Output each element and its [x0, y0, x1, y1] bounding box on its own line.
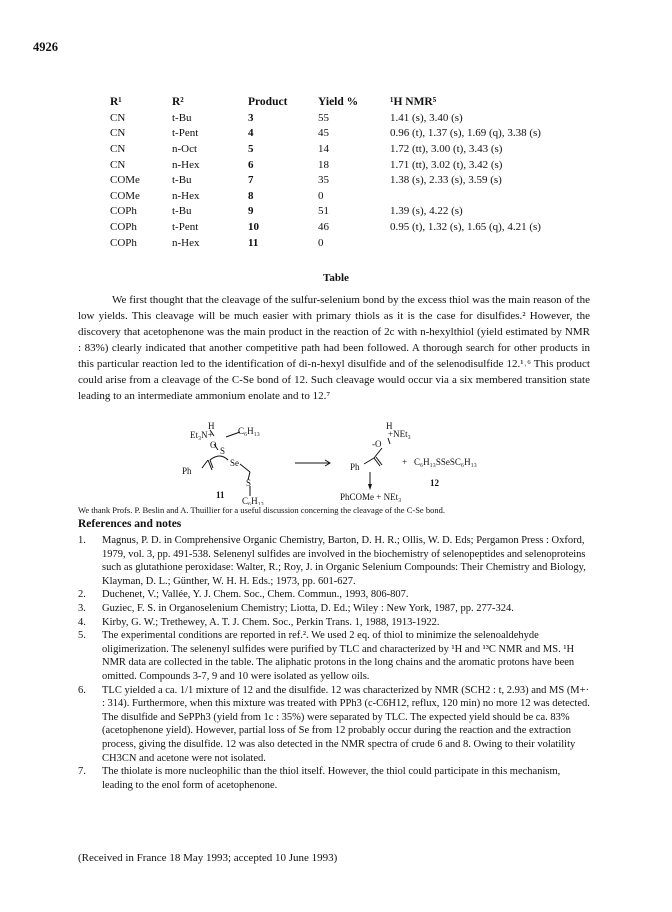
- table-header-row: [110, 93, 590, 110]
- received-date: (Received in France 18 May 1993; accepted 10 June 1993): [78, 852, 338, 864]
- scheme-plus: +: [402, 457, 408, 467]
- cell-nmr: 1.71 (tt), 3.02 (t), 3.42 (s): [390, 158, 503, 171]
- acknowledgement: We thank Profs. P. Beslin and A. Thuillier for a useful discussion concerning the cleavage of the C-Se bond.: [78, 505, 445, 515]
- scheme-phcome: PhCOMe + NEt₃: [340, 492, 402, 502]
- col-header-r2: R²: [172, 95, 184, 108]
- col-header-yield: Yield %: [318, 95, 359, 108]
- cell-product: 3: [248, 111, 254, 124]
- cell-r2: t-Bu: [172, 111, 192, 124]
- cell-nmr: 1.72 (tt), 3.00 (t), 3.43 (s): [390, 142, 503, 155]
- reference-number: 6.: [78, 684, 86, 696]
- reference-number: 7.: [78, 766, 86, 778]
- col-header-r1: R¹: [110, 95, 122, 108]
- scheme-h-right: H: [386, 421, 393, 431]
- reference-number: 5.: [78, 630, 86, 642]
- cell-r1: COPh: [110, 205, 137, 218]
- arrow-head: [368, 484, 372, 490]
- scheme-et3n: Et₃N+: [190, 430, 213, 440]
- reaction-scheme: [150, 420, 510, 505]
- cell-nmr: 0.95 (t), 1.32 (s), 1.65 (q), 4.21 (s): [390, 220, 541, 233]
- cell-r1: CN: [110, 127, 126, 140]
- cell-r1: CN: [110, 142, 126, 155]
- scheme-se: Se: [230, 458, 239, 468]
- reference-text: Kirby, G. W.; Trethewey, A. T. J. Chem. Soc., Perkin Trans. 1, 1988, 1913-1922.: [102, 616, 440, 628]
- cell-yield: 51: [318, 205, 329, 218]
- cell-r2: t-Bu: [172, 174, 192, 187]
- cell-nmr: 0.96 (t), 1.37 (s), 1.69 (q), 3.38 (s): [390, 127, 541, 140]
- cell-product: 6: [248, 158, 254, 171]
- cell-product: 5: [248, 142, 254, 155]
- table-row: [110, 172, 590, 188]
- reference-text: The thiolate is more nucleophilic than the thiol itself. However, the thiol could participate in this mechanism, leading to the enol form of acetophenone.: [102, 766, 561, 791]
- references-heading: References and notes: [78, 518, 182, 530]
- table-row: [110, 110, 590, 126]
- scheme-product: C₆H₁₃SSeSC₆H₁₃: [414, 457, 477, 467]
- scheme-c6h13-bottom: C₆H₁₃: [242, 496, 264, 505]
- cell-yield: 0: [318, 236, 324, 249]
- reference-number: 2.: [78, 589, 86, 601]
- reference-text: Guziec, F. S. in Organoselenium Chemistry; Liotta, D. Ed.; Wiley : New York, 1987, pp. 277-324.: [102, 602, 514, 614]
- table-caption: Table: [323, 272, 349, 284]
- cell-r2: n-Hex: [172, 189, 200, 202]
- cell-nmr: [390, 235, 590, 251]
- table-row: [110, 141, 590, 157]
- cell-product: 10: [248, 220, 259, 233]
- cell-yield: 46: [318, 220, 329, 233]
- cell-product: 8: [248, 189, 254, 202]
- cell-nmr: 1.38 (s), 2.33 (s), 3.59 (s): [390, 174, 502, 187]
- reference-number: 1.: [78, 535, 86, 546]
- cell-r1: CN: [110, 111, 126, 124]
- reference-text: Magnus, P. D. in Comprehensive Organic Chemistry, Barton, D. H. R.; Ollis, W. D. Eds; Pergamon Press : Oxford, 1979, vol. 3, pp. 491-538. Selenenyl sulfides are involved in the biochemistry of selenopeptides and selenoproteins such as glutathione peroxidase: Walter, R.; Roy, J. in Organic Selenium Compounds: Their Chemistry and Biology, Klayman, D. L.; Günther, W. H. H. Eds.; 1973, pp. 601-627.: [102, 535, 586, 587]
- cell-nmr: [390, 188, 590, 204]
- reference-item: [78, 588, 592, 602]
- cell-product: 9: [248, 205, 254, 218]
- page-number: 4926: [33, 40, 58, 54]
- scheme-o-minus: -O: [372, 439, 382, 449]
- col-header-nmr: ¹H NMR⁵: [390, 95, 437, 108]
- cell-r1: CN: [110, 158, 126, 171]
- cell-yield: 55: [318, 111, 329, 124]
- cell-nmr: 1.39 (s), 4.22 (s): [390, 205, 463, 218]
- scheme-o: O: [210, 440, 217, 450]
- cell-yield: 0: [318, 189, 324, 202]
- scheme-s-bottom: S: [246, 478, 252, 488]
- scheme-ph-right: Ph: [350, 462, 360, 472]
- cell-r2: n-Oct: [172, 142, 198, 155]
- reference-item: [78, 629, 592, 683]
- scheme-ph-left: Ph: [182, 466, 192, 476]
- scheme-h-left: H: [208, 421, 215, 431]
- scheme-num-12: 12: [430, 478, 439, 488]
- cell-r2: n-Hex: [172, 236, 200, 249]
- cell-r1: COMe: [110, 189, 140, 202]
- reference-item: [78, 534, 592, 588]
- reference-text: TLC yielded a ca. 1/1 mixture of 12 and the disulfide. 12 was characterized by NMR (SCH2 : t, 2.93) and MS (M+· : 314). Furthermore, when this mixture was treated with PPh3 (c-C6H12, reflux, 120 min) no more 12 was detected. The disulfide and SePPh3 (yield from 1c : 35%) were separated by TLC. The expected yield should be ca. 83% (acetophenone yield). However, partial loss of Se from 12 probably occur during the reaction and the extraction process, giving the disulfide. 12 was also detected in the NMR spectra of crude 6 and 8. Owing to their volatility CH3CN and acetone were not isolated.: [102, 684, 590, 764]
- table-row: [110, 126, 590, 142]
- cell-yield: 35: [318, 174, 329, 187]
- cell-r1: COPh: [110, 220, 137, 233]
- cell-product: 4: [248, 127, 254, 140]
- cell-product: 7: [248, 174, 254, 187]
- cell-yield: 18: [318, 158, 329, 171]
- scheme-num-11: 11: [216, 490, 225, 500]
- scheme-c6h13-top: C₆H₁₃: [238, 426, 260, 436]
- reference-number: 4.: [78, 616, 86, 628]
- table-row: [110, 219, 590, 235]
- reference-text: Duchenet, V.; Vallée, Y. J. Chem. Soc., Chem. Commun., 1993, 806-807.: [102, 589, 409, 601]
- cell-r1: COPh: [110, 236, 137, 249]
- reference-item: [78, 684, 592, 766]
- scheme-s-top: S: [220, 446, 226, 456]
- reference-item: [78, 616, 592, 630]
- body-text: [78, 292, 590, 404]
- reference-item: [78, 765, 592, 792]
- table-row: [110, 235, 590, 251]
- reference-number: 3.: [78, 602, 86, 614]
- cell-r1: COMe: [110, 174, 140, 187]
- cell-r2: n-Hex: [172, 158, 200, 171]
- cell-yield: 45: [318, 127, 329, 140]
- cell-r2: t-Pent: [172, 127, 199, 140]
- cell-product: 11: [248, 236, 259, 249]
- cell-yield: 14: [318, 142, 329, 155]
- reference-text: The experimental conditions are reported in ref.². We used 2 eq. of thiol to minimize the selenoaldehyde oligimerization. The selenenyl sulfides were purified by TLC and characterized by ¹H and ¹³C NMR and MS. ¹H NMR data are collected in the table. The aliphatic protons in the long chains and the aromatic protons have been omitted. Compounds 3-7, 9 and 10 were isolated as yellow oils.: [102, 630, 575, 682]
- cell-r2: t-Bu: [172, 205, 192, 218]
- body-paragraph: We first thought that the cleavage of the sulfur-selenium bond by the excess thiol was the main reason of the low yields. This cleavage will be much easier with primary thiols as it is the case for disulfides.² However, the discovery that acetophenone was the main product in the reaction of 2c with n-hexylthiol (yield estimated by NMR : 83%) clearly indicated that another competitive path had been followed. A thorough search for other products in this particular reaction led to the identification of di-n-hexyl disulfide and of the selenodisulfide 12.¹˒⁶ This product could arise from a cleavage of the C-Se bond of 12. Such cleavage would occur via a six membered transition state leading to an intermediate ammonium enolate and to 12.⁷: [78, 294, 590, 402]
- table-row: [110, 157, 590, 173]
- scheme-nhet3: +NEt₃: [388, 429, 411, 439]
- reference-item: [78, 602, 592, 616]
- col-header-product: Product: [248, 95, 288, 108]
- cell-r2: t-Pent: [172, 220, 199, 233]
- table-row: [110, 204, 590, 220]
- results-table: [110, 93, 590, 250]
- table-row: [110, 188, 590, 204]
- references-list: [78, 534, 592, 792]
- cell-nmr: 1.41 (s), 3.40 (s): [390, 111, 463, 124]
